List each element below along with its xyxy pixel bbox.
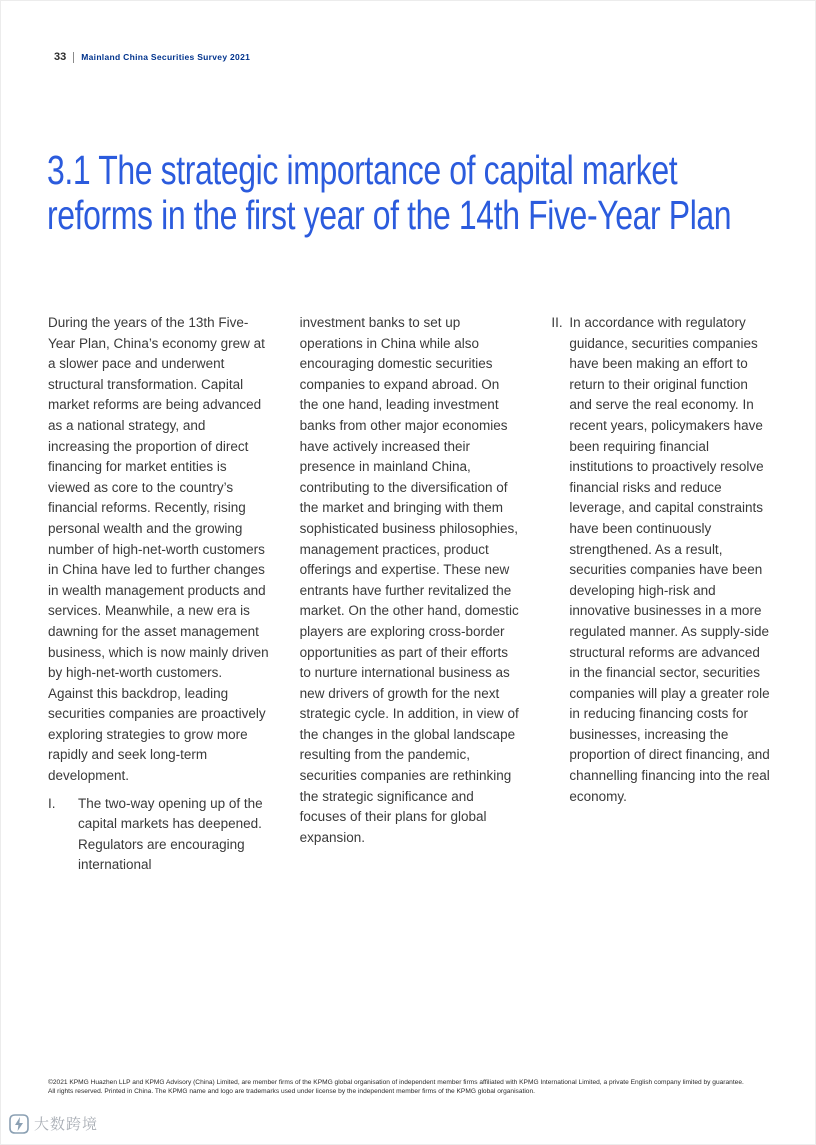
- intro-paragraph: During the years of the 13th Five-Year Plan, China’s economy grew at a slower pace and underwent structural transformation. Capital market reforms are being advanced as a national strategy, and increasing the proportion of direct financing for market entities is viewed as core to the country’s financial reforms. Recently, rising personal wealth and the growing number of high-net-worth customers in China have led to further changes in wealth management products and services. Meanwhile, a new era is dawning for the asset management business, which is now mainly driven by high-net-worth customers. Against this backdrop, leading securities companies are proactively exploring strategies to grow more rapidly and seek long-term development.: [48, 315, 269, 784]
- list-item-2: [551, 313, 772, 807]
- list-marker-1: I.: [48, 795, 56, 811]
- list-item-1: [48, 794, 269, 876]
- column-2: [300, 313, 521, 876]
- document-title: Mainland China Securities Survey 2021: [81, 52, 251, 62]
- list-marker-2: II.: [551, 315, 563, 330]
- section-title-line2: reforms in the first year of the 14th Five-Year Plan: [47, 192, 732, 238]
- legal-text: ©2021 KPMG Huazhen LLP and KPMG Advisory (China) Limited, are member firms of the KPMG global organisation of independent member firms affiliated with KPMG International Limited, a private English company limited by guarantee. All rights reserved. Printed in China. The KPMG name and logo are trademarks used under license by the independent member firms of the KPMG global organisation.: [48, 1079, 744, 1095]
- column-3: [551, 313, 772, 876]
- list-text-2: In accordance with regulatory guidance, securities companies have been making an effort to return to their original function and serve the real economy. In recent years, policymakers have been requiring financial institutions to proactively resolve financial risks and reduce leverage, and capital constraints have been continuously strengthened. As a result, securities companies have been developing high-risk and innovative businesses in a more regulated manner. As supply-side structural reforms are advanced in the financial sector, securities companies will play a greater role in reducing financing costs for businesses, increasing the proportion of direct financing, and channelling financing into the real economy.: [569, 315, 770, 804]
- page-number: 33: [54, 51, 67, 63]
- list-text-1: The two-way opening up of the capital markets has deepened. Regulators are encouraging international: [78, 795, 263, 873]
- section-title-line1: 3.1 The strategic importance of capital market: [47, 147, 678, 193]
- section-title: [47, 148, 807, 238]
- watermark: [9, 1113, 98, 1134]
- page-header: [54, 51, 250, 63]
- continuation-paragraph: investment banks to set up operations in China while also encouraging domestic securities companies to expand abroad. On the one hand, leading investment banks from other major economies have actively increased their presence in mainland China, contributing to the diversification of the market and bringing with them sophisticated business philosophies, management practices, product offerings and expertise. These new entrants have further revitalized the market. On the other hand, domestic players are exploring cross-border opportunities as part of their efforts to nurture international business as new drivers of growth for the next strategic cycle. In addition, in view of the changes in the global landscape resulting from the pandemic, securities companies are rethinking the strategic significance and focuses of their plans for global expansion.: [299, 315, 519, 845]
- header-divider: [73, 52, 74, 63]
- watermark-text: 大数跨境: [34, 1116, 99, 1133]
- body-columns: [48, 313, 772, 876]
- column-1: [48, 313, 269, 876]
- dashu-kuajing-logo-icon: [9, 1114, 29, 1134]
- legal-footer: [48, 1079, 748, 1097]
